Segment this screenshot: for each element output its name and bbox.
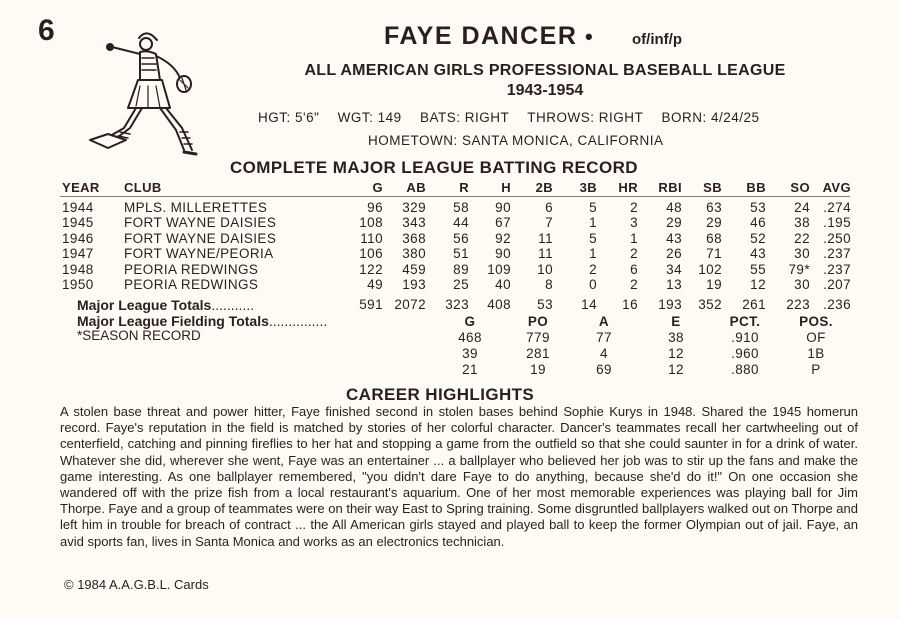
batting-cell-t: 1 [589, 246, 597, 261]
batting-cell-ab: 343 [402, 215, 426, 230]
batting-cell-t: 5 [589, 231, 597, 246]
player-vitals [258, 110, 774, 125]
batting-cell-sb: 63 [706, 200, 722, 215]
batting-cell-club: PEORIA REDWINGS [124, 277, 259, 292]
column-header: CLUB [124, 180, 162, 195]
batting-cell-g: 96 [367, 200, 383, 215]
batting-cell-hr: 3 [630, 215, 638, 230]
fielding-cell-pct: .910 [731, 330, 759, 345]
batting-cell-so: 30 [794, 246, 810, 261]
fielding-label-text: Major League Fielding Totals [77, 313, 269, 329]
fielding-cell-g: 21 [462, 362, 478, 377]
batting-cell-g: 108 [359, 215, 383, 230]
batting-cell-t: 5 [589, 200, 597, 215]
column-header: HR [618, 180, 638, 195]
batting-cell-club: MPLS. MILLERETTES [124, 200, 268, 215]
vital-weight: WGT: 149 [337, 110, 402, 125]
totals-cell-rbi: 193 [658, 297, 682, 312]
season-record-note: *SEASON RECORD [77, 328, 201, 343]
column-header: R [459, 180, 469, 195]
batting-cell-avg: .207 [823, 277, 851, 292]
fielding-cell-e: 12 [668, 362, 684, 377]
batting-cell-avg: .237 [823, 262, 851, 277]
batting-cell-h: 90 [495, 246, 511, 261]
column-header: H [501, 180, 511, 195]
batting-cell-club: FORT WAYNE/PEORIA [124, 246, 274, 261]
batting-cell-rbi: 48 [666, 200, 682, 215]
batting-cell-avg: .274 [823, 200, 851, 215]
batting-cell-t: 2 [589, 262, 597, 277]
vital-throws: THROWS: RIGHT [527, 110, 644, 125]
fielding-leader: ............... [268, 313, 328, 329]
batting-cell-rbi: 13 [666, 277, 682, 292]
fielding-header: PO [527, 314, 549, 329]
totals-cell-hr: 16 [622, 297, 638, 312]
batting-cell-ab: 193 [402, 277, 426, 292]
pitcher-figure-icon [84, 28, 214, 160]
batting-cell-h: 40 [495, 277, 511, 292]
column-header: SB [703, 180, 722, 195]
batting-cell-t: 1 [589, 215, 597, 230]
batting-cell-bb: 46 [750, 215, 766, 230]
column-header: AVG [822, 180, 851, 195]
batting-cell-so: 79* [788, 262, 810, 277]
totals-cell-avg: .236 [823, 297, 851, 312]
batting-cell-rbi: 43 [666, 231, 682, 246]
fielding-cell-a: 77 [596, 330, 612, 345]
fielding-cell-pos: OF [806, 330, 826, 345]
totals-leader: ........... [211, 297, 255, 313]
batting-cell-sb: 19 [706, 277, 722, 292]
player-name: FAYE DANCER • [384, 22, 595, 50]
fielding-cell-g: 39 [462, 346, 478, 361]
league-name: ALL AMERICAN GIRLS PROFESSIONAL BASEBALL LEAGUE [304, 62, 786, 79]
batting-cell-sb: 68 [706, 231, 722, 246]
batting-cell-hr: 2 [630, 200, 638, 215]
column-header: SO [790, 180, 810, 195]
batting-cell-d: 6 [545, 200, 553, 215]
batting-cell-hr: 1 [630, 231, 638, 246]
column-header: RBI [658, 180, 682, 195]
career-highlights-text: A stolen base threat and power hitter, Faye finished second in stolen bases behind Sophie Kurys in 1948. Shared the 1945 homerun record. Faye's reputation in the field is matched by stories of her colorful character. Dancer's teammates recall her cartwheeling out of centerfield, catching and pinning fireflies to her hat and stopping a game from the outfield so that she could saunter in for a drink of water. Whatever she did, wherever she went, Faye was an entertainer ... a ballplayer who believed her job was to stir up the fans and make the game interesting. As one ballplayer remembered, "you didn't dare Faye to do anything, because she'd do it!" On one occasion she wandered off with the prize fish from a local restaurant's aquarium. One of her most memorable experiences was playing ball for Jim Thorpe. Faye and a group of teammates were on their way East to Spring training. Some disgruntled ballplayers walked out on Thorpe and left him in trouble for breach of contract ... the All American girls stayed and played ball to keep the former Olympian out of jail. Faye, an avid sports fan, lives in Santa Monica and works as an electronics technician. [60, 404, 858, 549]
batting-cell-year: 1946 [62, 231, 94, 246]
batting-cell-year: 1947 [62, 246, 94, 261]
batting-cell-sb: 29 [706, 215, 722, 230]
batting-cell-rbi: 34 [666, 262, 682, 277]
totals-label [77, 297, 254, 313]
vital-born: BORN: 4/24/25 [661, 110, 760, 125]
batting-cell-year: 1945 [62, 215, 94, 230]
batting-cell-r: 51 [453, 246, 469, 261]
batting-cell-r: 56 [453, 231, 469, 246]
batting-cell-avg: .237 [823, 246, 851, 261]
batting-cell-hr: 2 [630, 246, 638, 261]
batting-record-title: COMPLETE MAJOR LEAGUE BATTING RECORD [230, 158, 638, 177]
totals-cell-d: 53 [537, 297, 553, 312]
batting-cell-d: 11 [538, 246, 553, 261]
fielding-cell-e: 12 [668, 346, 684, 361]
batting-cell-bb: 52 [750, 231, 766, 246]
fielding-cell-po: 19 [530, 362, 546, 377]
batting-cell-hr: 2 [630, 277, 638, 292]
column-header: BB [746, 180, 766, 195]
batting-cell-r: 25 [453, 277, 469, 292]
batting-cell-g: 122 [359, 262, 383, 277]
fielding-cell-po: 779 [526, 330, 550, 345]
batting-cell-h: 92 [495, 231, 511, 246]
batting-cell-d: 8 [545, 277, 553, 292]
batting-cell-so: 30 [794, 277, 810, 292]
batting-cell-r: 58 [453, 200, 469, 215]
column-header: G [372, 180, 383, 195]
totals-cell-sb: 352 [698, 297, 722, 312]
column-header: AB [406, 180, 426, 195]
batting-cell-g: 49 [367, 277, 383, 292]
batting-cell-ab: 380 [402, 246, 426, 261]
batting-cell-d: 7 [545, 215, 553, 230]
totals-cell-r: 323 [445, 297, 469, 312]
fielding-cell-pct: .880 [731, 362, 759, 377]
career-highlights-title: CAREER HIGHLIGHTS [346, 385, 535, 404]
batting-cell-ab: 329 [402, 200, 426, 215]
totals-label-text: Major League Totals [77, 297, 212, 313]
batting-cell-ab: 368 [402, 231, 426, 246]
batting-cell-hr: 6 [630, 262, 638, 277]
fielding-header: POS. [799, 314, 833, 329]
batting-cell-year: 1944 [62, 200, 94, 215]
batting-cell-year: 1948 [62, 262, 94, 277]
batting-cell-bb: 12 [750, 277, 766, 292]
batting-cell-bb: 43 [750, 246, 766, 261]
totals-cell-bb: 261 [742, 297, 766, 312]
totals-cell-ab: 2072 [394, 297, 426, 312]
batting-cell-rbi: 29 [666, 215, 682, 230]
batting-cell-so: 24 [794, 200, 810, 215]
league-years: 1943-1954 [506, 82, 584, 99]
column-header: YEAR [62, 180, 100, 195]
batting-cell-year: 1950 [62, 277, 94, 292]
batting-cell-avg: .195 [823, 215, 851, 230]
batting-cell-d: 11 [538, 231, 553, 246]
batting-cell-sb: 71 [706, 246, 722, 261]
batting-cell-d: 10 [537, 262, 553, 277]
player-name-text: FAYE DANCER [384, 22, 578, 50]
fielding-cell-pos: P [811, 362, 821, 377]
column-header: 3B [579, 180, 597, 195]
batting-cell-bb: 53 [750, 200, 766, 215]
copyright: © 1984 A.A.G.B.L. Cards [64, 577, 209, 592]
card-number: 6 [38, 14, 55, 47]
batting-cell-h: 90 [495, 200, 511, 215]
batting-cell-club: FORT WAYNE DAISIES [124, 215, 277, 230]
batting-cell-club: FORT WAYNE DAISIES [124, 231, 277, 246]
fielding-header: E [671, 314, 681, 329]
batting-cell-club: PEORIA REDWINGS [124, 262, 259, 277]
player-hometown: HOMETOWN: SANTA MONICA, CALIFORNIA [368, 133, 664, 148]
batting-cell-so: 38 [794, 215, 810, 230]
batting-cell-sb: 102 [698, 262, 722, 277]
header-divider [60, 196, 850, 197]
batting-cell-h: 67 [495, 215, 511, 230]
fielding-cell-pct: .960 [731, 346, 759, 361]
fielding-label [77, 313, 327, 329]
batting-cell-avg: .250 [823, 231, 851, 246]
totals-cell-h: 408 [487, 297, 511, 312]
fielding-header: PCT. [729, 314, 761, 329]
fielding-header: G [464, 314, 476, 329]
batting-cell-so: 22 [794, 231, 810, 246]
fielding-cell-po: 281 [526, 346, 550, 361]
player-positions: of/inf/p [632, 31, 682, 48]
fielding-cell-a: 69 [596, 362, 612, 377]
batting-cell-r: 44 [453, 215, 469, 230]
totals-cell-t: 14 [581, 297, 597, 312]
batting-cell-g: 106 [359, 246, 383, 261]
totals-cell-so: 223 [786, 297, 810, 312]
batting-cell-t: 0 [589, 277, 597, 292]
batting-cell-bb: 55 [750, 262, 766, 277]
batting-cell-rbi: 26 [666, 246, 682, 261]
totals-cell-g: 591 [359, 297, 383, 312]
batting-cell-g: 110 [360, 231, 383, 246]
column-header: 2B [535, 180, 553, 195]
batting-cell-ab: 459 [402, 262, 426, 277]
fielding-header: A [598, 314, 610, 329]
vital-bats: BATS: RIGHT [419, 110, 510, 125]
fielding-cell-pos: 1B [807, 346, 825, 361]
vital-height: HGT: 5'6" [258, 110, 320, 125]
batting-cell-r: 89 [453, 262, 469, 277]
fielding-cell-e: 38 [668, 330, 684, 345]
batting-cell-h: 109 [487, 262, 511, 277]
fielding-cell-g: 468 [458, 330, 482, 345]
fielding-cell-a: 4 [600, 346, 608, 361]
